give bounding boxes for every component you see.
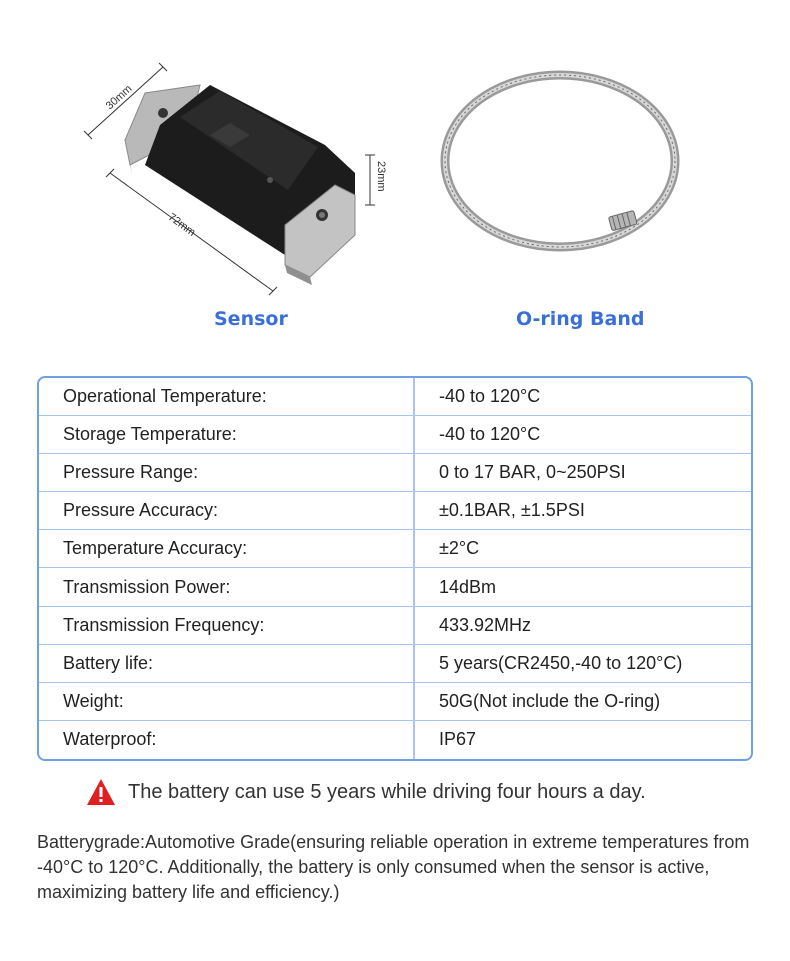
spec-value: 0 to 17 BAR, 0~250PSI (439, 462, 626, 483)
table-row (39, 492, 751, 530)
spec-label: Weight: (39, 683, 415, 720)
spec-label: Pressure Range: (39, 454, 415, 491)
table-row (39, 683, 751, 721)
spec-label: Transmission Frequency: (39, 607, 415, 644)
dimension-length-label: 72mm (165, 211, 198, 239)
spec-label: Battery life: (39, 645, 415, 682)
table-row (39, 607, 751, 645)
table-row (39, 568, 751, 606)
table-row (39, 378, 751, 416)
dimension-height-label: 23mm (375, 161, 387, 192)
spec-value: ±2°C (439, 538, 480, 559)
table-row (39, 454, 751, 492)
spec-label: Operational Temperature: (39, 378, 415, 415)
spec-value: 5 years(CR2450,-40 to 120°C) (439, 652, 683, 673)
table-row (39, 530, 751, 568)
spec-value: 433.92MHz (439, 614, 532, 635)
spec-label: Pressure Accuracy: (39, 492, 415, 529)
specifications-table (37, 376, 753, 761)
spec-value: IP67 (439, 729, 477, 750)
o-ring-band-image (430, 55, 690, 265)
spec-value: 14dBm (439, 576, 497, 597)
spec-label: Transmission Power: (39, 568, 415, 605)
spec-value: 50G(Not include the O-ring) (439, 690, 661, 711)
spec-label: Temperature Accuracy: (39, 530, 415, 567)
sensor-image (70, 55, 400, 305)
spec-label: Waterproof: (39, 721, 415, 759)
table-row (39, 416, 751, 454)
battery-warning (86, 778, 646, 806)
spec-value: ±0.1BAR, ±1.5PSI (439, 500, 585, 521)
spec-value: -40 to 120°C (439, 386, 541, 407)
dimension-width-label: 30mm (103, 82, 135, 113)
spec-label: Storage Temperature: (39, 416, 415, 453)
table-row (39, 645, 751, 683)
warning-text: The battery can use 5 years while driving four hours a day. (128, 780, 646, 803)
spec-value: -40 to 120°C (439, 424, 541, 445)
battery-grade-note: Batterygrade:Automotive Grade(ensuring reliable operation in extreme temperatures from -40°C to 120°C. Additionally, the battery is only consumed when the sensor is active, maximizing battery life and efficiency.) (37, 832, 750, 902)
sensor-caption: Sensor (214, 308, 288, 330)
o-ring-band-caption: O-ring Band (516, 308, 645, 330)
warning-triangle-icon (86, 778, 116, 806)
table-row (39, 721, 751, 759)
